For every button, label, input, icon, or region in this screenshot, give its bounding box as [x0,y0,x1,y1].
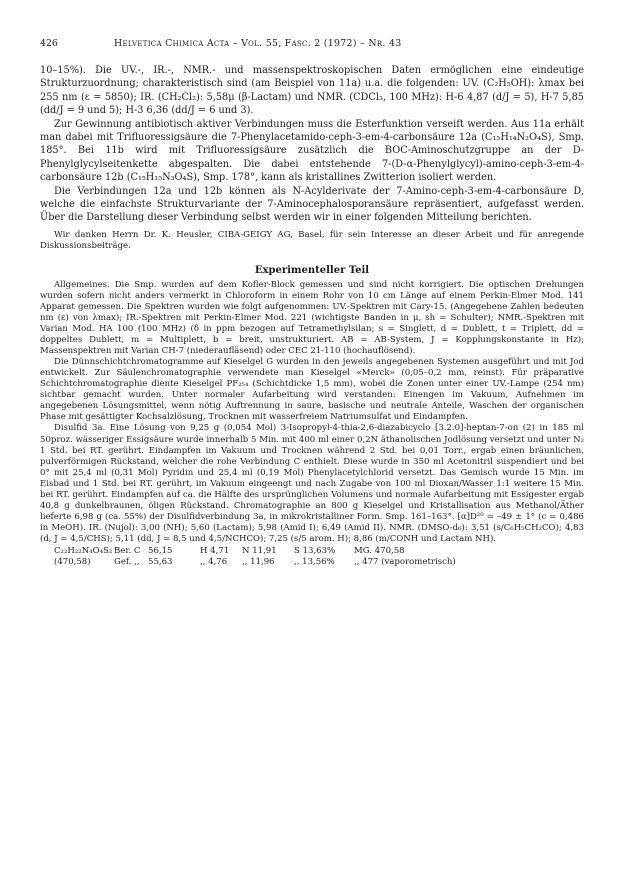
hydrogen-value: ,, 4,76 [200,557,228,567]
nitrogen-value: ,, 11,96 [242,557,275,567]
analysis-row-found [40,557,584,568]
hydrogen-value: H 4,71 [200,546,230,556]
experimental-paragraph: Allgemeines. Die Smp. wurden auf dem Kofler-Block gemessen und sind nicht korrigiert. Die optischen Drehungen wurden sofern nicht anders vermerkt in Chloroform in einem Rohr von 10 cm Länge auf einem Perkin-Elmer Mod. 141 Apparat gemessen. Die Spektren wurden wie folgt aufgenommen: UV.-Spektren mit Cary-15. (Angegebene Zahlen bedeuten nm (ε) von λmax); IR.-Spektren mit Perkin-Elmer Mod. 221 (wichtigste Banden in μ, sh = Schulter); NMR.-Spektren mit Varian Mod. HA 100 (100 MHz) (δ in ppm bezogen auf Tetramethylsilan; s = Singlett, d = Dublett, t = Triplett, dd = doppeltes Dublett, m = Multiplett, b = breit, unstrukturiert. AB = AB-System, J = Kopplungskonstante in Hz); Massenspektren mit Varian CH-7 (niederaufläsend) oder CEC 21-110 (hochauflösend). [40,279,584,357]
intro-paragraph: 10–15%). Die UV.-, IR.-, NMR.- und massenspektroskopischen Daten ermöglichen eine eindeutige Strukturzuordnung; charakteristisch sind (am Beispiel von 11a) u.a. die folgenden: UV. (C₂H₅OH): λmax bei 255 nm (ε = 5850); IR. (CH₂Cl₂): 5,58μ (β-Lactam) und NMR. (CDCl₃, 100 MHz): H-6 4,87 (d/J = 5), H-7 5,85 (dd/J = 9 und 5); H-3 6,36 (dd/J = 6 und 3). [40,65,584,117]
carbon-value: 56,15 [148,546,173,556]
sulfur-value: ,, 13,56% [294,557,335,567]
experimental-section [40,280,584,545]
experimental-paragraph: Die Dünnschichtchromatogramme auf Kieselgel G wurden in den jeweils angegebenen Systemen ausgeführt und mit Jod entwickelt. Zur Säulenchromatographie verwendete man Kieselgel «Merck» (0,05–0,2 mm, reinst). Für präparative Schichtchromatographie diente Kieselgel PF₂₅₄ (Schichtdicke 1,5 mm), wobei die Zonen unter einer UV.-Lampe (254 nm) sichtbar gemacht wurden. Unter normaler Aufarbeitung wird verstanden: Einengen im Vakuum, Aufnehmen im angegebenen Lösungsmittel, wenn nötig Auftrennung in saure, basische und neutrale Anteile, Waschen der organischen Phase mit gesättigter Kochsalzlösung, Trocknen mit wasserfreiem Natriumsulfat und Eindampfen. [40,357,584,423]
intro-paragraph: Die Verbindungen 12a und 12b können als N-Acylderivate der 7-Amino-ceph-3-em-4-carbonsäure D, welche die einfachste Strukturvariante der 7-Aminocephalosporansäure repräsentiert, aufgefasst werden. Über die Darstellung dieser Verbindung selbst werden wir in einer folgenden Mitteilung berichten. [40,185,584,224]
formula-weight: (470,58) [54,557,91,567]
molecular-weight: MG. 470,58 [354,546,405,556]
formula: C₂₂H₂₂N₄O₄S₂ [54,546,113,556]
nitrogen-value: N 11,91 [242,546,277,556]
journal-title: Helvetica Chimica Acta – Vol. 55, Fasc. 2 (1972) – Nr. 43 [114,38,402,49]
acknowledgement: Wir danken Herrn Dr. K. Heusler, CIBA-GEIGY AG, Basel, für sein Interesse an dieser Arbeit und für anregende Diskussionsbeiträge. [40,229,584,252]
section-title: Experimenteller Teil [254,264,370,276]
intro-text [40,64,584,225]
sulfur-value: S 13,63% [294,546,336,556]
intro-paragraph: Zur Gewinnung antibiotisch aktiver Verbindungen muss die Esterfunktion verseift werden. Aus 11a erhält man dabei mit Trifluoressigsäure die 7-Phenylacetamido-ceph-3-em-4-carbonsäure 12a (C₁₅H₁₄N₂O₄S), Smp. 185°. Bei 11b wird mit Trifluoressigsäure zusätzlich die BOC-Aminoschutzgruppe an der D-Phenylglycylseitenkette abgespalten. Die dabei entstehende 7-(D-α-Phenylglycyl)-amino-ceph-3-em-4-carbonsäure 12b (C₁₅H₁₅N₃O₄S), Smp. 178°, kann als kristallines Zwitterion isoliert werden. [40,118,584,184]
running-header [40,36,584,52]
analysis-row-calculated [40,546,584,557]
molecular-weight: ,, 477 (vaporometrisch) [354,557,456,567]
carbon-value: 55,63 [148,557,173,567]
paper-page [40,36,584,568]
analysis-label: Ber. C [114,546,141,556]
analysis-label: Gef. ,, [114,557,140,567]
experimental-paragraph: Disulfid 3a. Eine Lösung von 9,25 g (0,054 Mol) 3-Isopropyl-4-thia-2,6-diazabicyclo [3.2.0]-heptan-7-on (2) in 185 ml 50proz. wässeriger Essigsäure wurde innerhalb 5 Min. mit 400 ml einer 0,2N äthanolischen Jodlösung versetzt und unter N₂ 1 Std. bei RT. gerührt. Eindampfen im Vakuum und Trocknen während 2 Std. bei 0,01 Torr., ergab einen bräunlichen, pulverförmigen Rückstand, welcher die rohe Verbindung C enthielt. Diese wurde in 350 ml Acetonitril suspendiert und bei 0° mit 25,4 ml (0,31 Mol) Pyridin und 25,4 ml (0,19 Mol) Phenylacetylchlorid versetzt. Das Gemisch wurde 15 Min. im Eisbad und 1 Std. bei RT. gerührt, im Vakuum eingeengt und nach Zugabe von 100 ml Dioxan/Wasser 1:1 weitere 15 Min. bei RT. gerührt. Eindampfen auf ca. die Hälfte des ursprünglichen Volumens und normale Aufarbeitung mit Essigester ergab 40,8 g dunkelbraunen, öligen Rückstand. Chromatographie an 800 g Kieselgel und Kristallisation aus Methanol/Äther lieferte 6,98 g (ca. 55%) der Disulfidverbindung 3a, in mikrokristalliner Form. Smp. 161–163°. [α]D²⁰ = –49 ± 1° (c = 0,486 in MeOH). IR. (Nujol): 3,00 (NH); 5,60 (Lactam); 5,98 (Amid I); 6,49 (Amid II). NMR. (DMSO-d₆): 3,51 (s/C₆H₅CH₂CO); 4,83 (d, J = 4,5/CHS); 5,11 (dd, J = 8,5 und 4,5/NCHCO); 7,25 (s/5 arom. H); 8,86 (m/CONH und Lactam NH). [40,423,584,544]
page-number: 426 [40,38,58,49]
elemental-analysis [40,546,584,568]
